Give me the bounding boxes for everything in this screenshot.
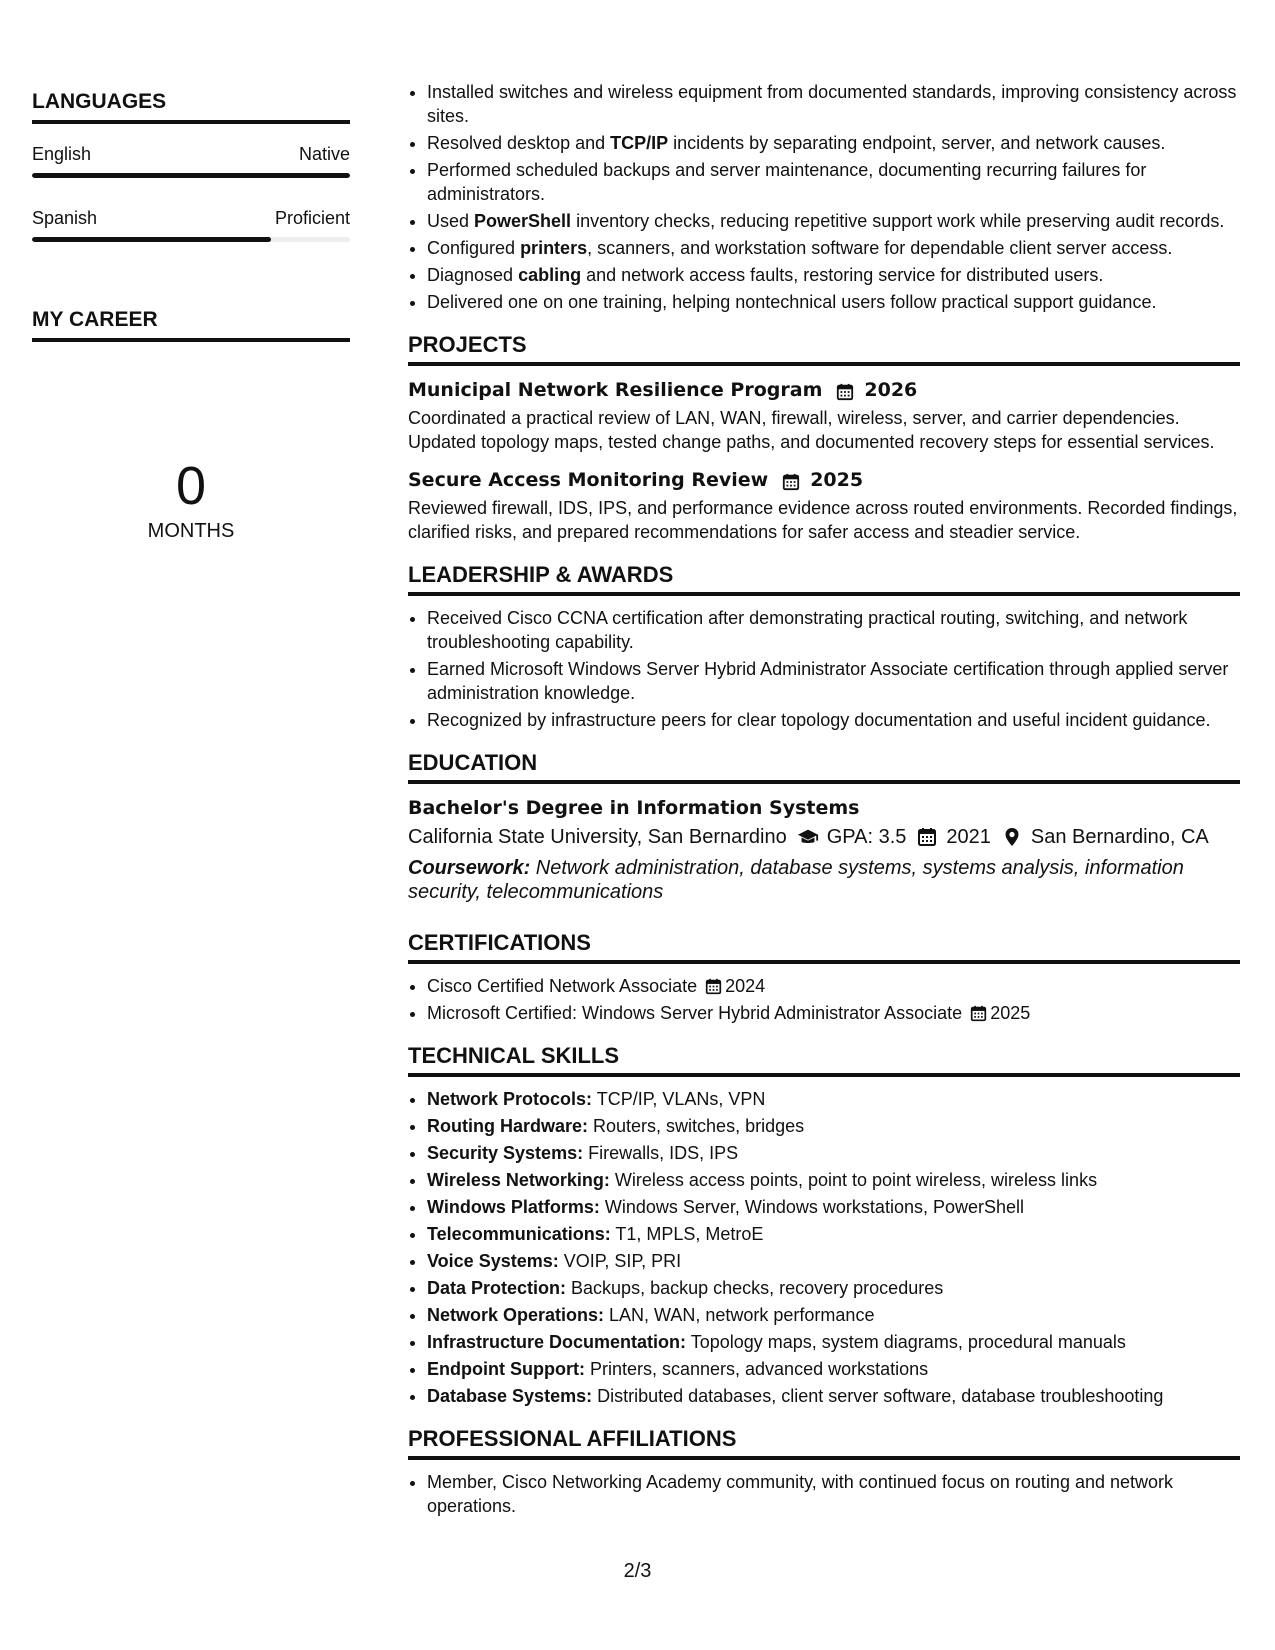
calendar-icon	[782, 471, 800, 489]
language-item	[32, 208, 350, 242]
career-duration-unit: MONTHS	[147, 520, 235, 542]
project-item	[408, 376, 1240, 454]
project-description: Reviewed firewall, IDS, IPS, and performance evidence across routed environments. Recorded findings, clarified risks, and prepared recommendations for safer access and steadier service.	[408, 498, 1238, 542]
page-number: 2/3	[623, 1560, 652, 1582]
language-level: Native	[298, 144, 350, 164]
affiliations-section	[408, 1426, 1240, 1518]
skill-item	[427, 1168, 1240, 1192]
education-section	[408, 750, 1240, 904]
section-heading: LEADERSHIP & AWARDS	[408, 562, 1240, 596]
career-duration	[32, 458, 350, 543]
section-heading: CERTIFICATIONS	[408, 930, 1240, 964]
skill-item	[427, 1330, 1240, 1354]
skill-value: Wireless access points, point to point wireless, wireless links	[609, 1170, 1098, 1190]
skill-label: Wireless Networking:	[427, 1170, 610, 1190]
coursework-label: Coursework:	[408, 857, 531, 879]
certification-name: Cisco Certified Network Associate	[427, 976, 698, 996]
skill-label: Security Systems:	[427, 1143, 584, 1163]
coursework-text: Network administration, database systems, systems analysis, information security, telecommunications	[408, 857, 1184, 903]
school-location: San Bernardino, CA	[1030, 826, 1209, 848]
skill-value: Printers, scanners, advanced workstations	[584, 1359, 929, 1379]
skill-value: VOIP, SIP, PRI	[558, 1251, 682, 1271]
skill-label: Telecommunications:	[427, 1224, 611, 1244]
skill-label: Data Protection:	[427, 1278, 567, 1298]
calendar-icon	[916, 827, 938, 847]
language-level-bar	[32, 237, 350, 242]
language-name: Spanish	[32, 208, 98, 228]
section-heading: TECHNICAL SKILLS	[408, 1043, 1240, 1077]
map-pin-icon	[1001, 827, 1023, 847]
skill-item	[427, 1384, 1240, 1408]
calendar-icon	[705, 977, 722, 994]
skill-label: Voice Systems:	[427, 1251, 559, 1271]
leadership-section	[408, 562, 1240, 732]
calendar-icon	[970, 1004, 987, 1021]
graduation-year: 2021	[946, 826, 991, 848]
skill-label: Endpoint Support:	[427, 1359, 585, 1379]
skill-item	[427, 1357, 1240, 1381]
skill-item	[427, 1276, 1240, 1300]
project-year: 2026	[864, 379, 918, 401]
experience-bullet	[427, 209, 1240, 233]
experience-bullet	[427, 158, 1240, 206]
list-item: • Received Cisco CCNA certification after demonstrating practical routing, switching, and network troubleshooting capability.	[427, 606, 1240, 654]
left-sidebar	[32, 90, 350, 543]
language-item	[32, 144, 350, 178]
experience-bullets	[408, 80, 1240, 314]
projects-section	[408, 332, 1240, 544]
career-duration-value: 0	[175, 456, 207, 516]
project-title: Municipal Network Resilience Program	[408, 379, 823, 401]
skill-item	[427, 1249, 1240, 1273]
skill-item	[427, 1222, 1240, 1246]
bullet-keyword: TCP/IP	[610, 133, 669, 153]
list-item: • Earned Microsoft Windows Server Hybrid Administrator Associate certification through applied server administration knowledge.	[427, 657, 1240, 705]
skill-item	[427, 1141, 1240, 1165]
degree-title: Bachelor's Degree in Information Systems	[408, 797, 860, 819]
skill-label: Database Systems:	[427, 1386, 593, 1406]
language-level: Proficient	[274, 208, 350, 228]
skill-value: Firewalls, IDS, IPS	[583, 1143, 739, 1163]
certification-item	[427, 974, 1240, 998]
skill-value: T1, MPLS, MetroE	[610, 1224, 764, 1244]
project-item	[408, 466, 1240, 544]
languages-heading: LANGUAGES	[32, 90, 350, 124]
skill-value: Backups, backup checks, recovery procedures	[566, 1278, 944, 1298]
skill-value: Routers, switches, bridges	[588, 1116, 805, 1136]
certifications-section	[408, 930, 1240, 1025]
certification-name: Microsoft Certified: Windows Server Hybrid Administrator Associate	[427, 1003, 963, 1023]
skill-value: Topology maps, system diagrams, procedural manuals	[686, 1332, 1126, 1352]
bullet-text: Delivered one on one training, helping nontechnical users follow practical support guidance.	[427, 292, 1157, 312]
section-heading: PROFESSIONAL AFFILIATIONS	[408, 1426, 1240, 1460]
skill-label: Routing Hardware:	[427, 1116, 589, 1136]
language-name: English	[32, 144, 92, 164]
project-description: Coordinated a practical review of LAN, WAN, firewall, wireless, server, and carrier dependencies. Updated topology maps, tested change paths, and documented recovery steps for essential services.	[408, 408, 1215, 452]
experience-bullet	[427, 80, 1240, 128]
certification-item	[427, 1001, 1240, 1025]
language-level-fill	[32, 237, 271, 242]
bullet-text: and network access faults, restoring service for distributed users.	[581, 265, 1104, 285]
skill-value: LAN, WAN, network performance	[604, 1305, 875, 1325]
skill-item	[427, 1087, 1240, 1111]
skills-list	[408, 1087, 1240, 1408]
language-level-fill	[32, 173, 350, 178]
certification-year: 2025	[990, 1003, 1031, 1023]
skill-value: Distributed databases, client server software, database troubleshooting	[592, 1386, 1164, 1406]
list-item: • Member, Cisco Networking Academy community, with continued focus on routing and network operations.	[427, 1470, 1240, 1518]
bullet-text: Diagnosed	[427, 265, 519, 285]
bullet-text: Resolved desktop and	[427, 133, 611, 153]
gpa: GPA: 3.5	[826, 826, 907, 848]
skill-value: TCP/IP, VLANs, VPN	[592, 1089, 766, 1109]
experience-bullet	[427, 131, 1240, 155]
bullet-text: inventory checks, reducing repetitive support work while preserving audit records.	[571, 211, 1225, 231]
bullet-keyword: cabling	[518, 265, 582, 285]
bullet-keyword: printers	[520, 238, 588, 258]
coursework	[408, 856, 1240, 904]
skill-label: Network Operations:	[427, 1305, 605, 1325]
section-heading: EDUCATION	[408, 750, 1240, 784]
section-heading: PROJECTS	[408, 332, 1240, 366]
graduation-cap-icon	[797, 827, 819, 847]
list-item: • Recognized by infrastructure peers for clear topology documentation and useful incident guidance.	[427, 708, 1240, 732]
skill-value: Windows Server, Windows workstations, PowerShell	[599, 1197, 1025, 1217]
calendar-icon	[836, 381, 854, 399]
bullet-text: Performed scheduled backups and server maintenance, documenting recurring failures for administrators.	[427, 160, 1147, 204]
career-heading: MY CAREER	[32, 308, 350, 342]
skill-label: Infrastructure Documentation:	[427, 1332, 687, 1352]
project-year: 2025	[810, 469, 864, 491]
skills-section	[408, 1043, 1240, 1408]
experience-bullet	[427, 236, 1240, 260]
main-content	[408, 80, 1240, 1521]
bullet-text: , scanners, and workstation software for dependable client server access.	[587, 238, 1173, 258]
experience-bullet	[427, 263, 1240, 287]
skill-item	[427, 1303, 1240, 1327]
bullet-text: Used	[427, 211, 475, 231]
skill-item	[427, 1195, 1240, 1219]
school-name: California State University, San Bernardino	[408, 826, 787, 848]
bullet-keyword: PowerShell	[474, 211, 572, 231]
certification-year: 2024	[725, 976, 766, 996]
skill-label: Windows Platforms:	[427, 1197, 600, 1217]
skill-item	[427, 1114, 1240, 1138]
bullet-text: incidents by separating endpoint, server, and network causes.	[668, 133, 1166, 153]
bullet-text: Installed switches and wireless equipment from documented standards, improving consistency across sites.	[427, 82, 1237, 126]
skill-label: Network Protocols:	[427, 1089, 593, 1109]
bullet-text: Configured	[427, 238, 521, 258]
project-title: Secure Access Monitoring Review	[408, 469, 769, 491]
language-level-bar	[32, 173, 350, 178]
experience-bullet	[427, 290, 1240, 314]
